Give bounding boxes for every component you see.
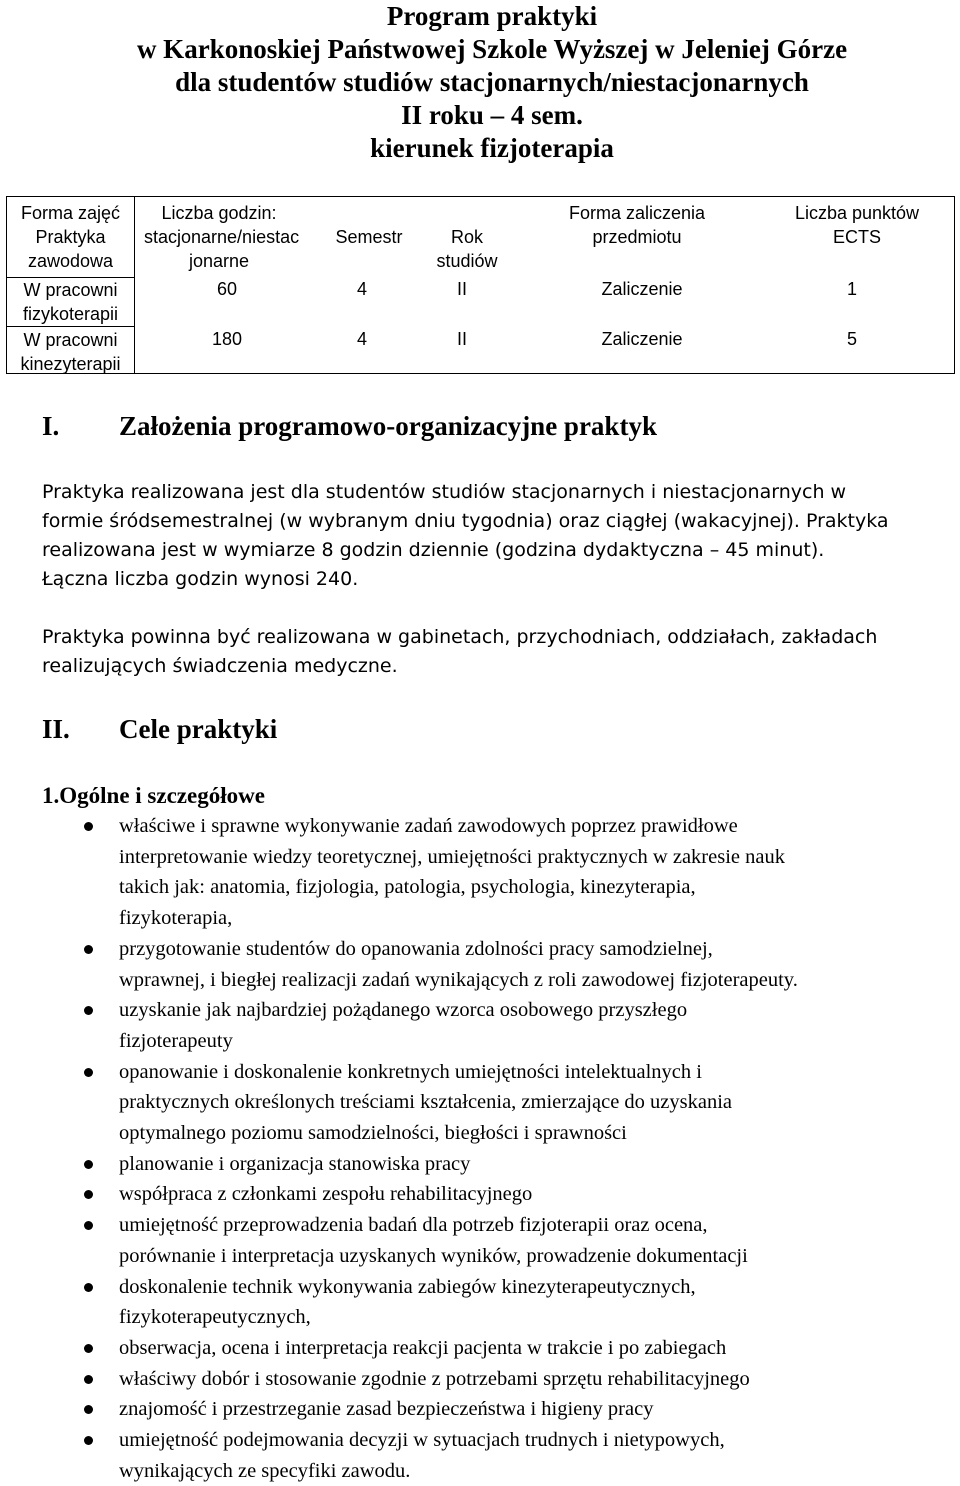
list-item-text: optymalnego poziomu samodzielności, biegłości i sprawności	[119, 1122, 627, 1145]
list-item	[0, 1210, 960, 1271]
row-rok: II	[456, 279, 467, 299]
list-item-text: przygotowanie studentów do opanowania zdolności pracy samodzielnej,	[119, 937, 713, 960]
list-item	[0, 811, 960, 934]
header-forma: Forma zajęć Praktyka zawodowa	[20, 203, 121, 271]
list-item	[0, 1272, 960, 1333]
row-zaliczenie: Zaliczenie	[601, 329, 683, 349]
goals-list	[0, 811, 960, 1486]
section2-number: II.	[42, 714, 70, 744]
row-godziny: 60	[216, 279, 238, 299]
list-item	[0, 1333, 960, 1364]
list-item-text: umiejętność podejmowania decyzji w sytuacjach trudnych i nietypowych,	[119, 1429, 725, 1452]
title-line: dla studentów studiów stacjonarnych/niestacjonarnych	[175, 67, 809, 97]
list-item	[0, 1425, 960, 1486]
header-semestr: Semestr	[335, 227, 403, 247]
row-semestr: 4	[356, 279, 367, 299]
title-line: kierunek fizjoterapia	[370, 133, 614, 163]
list-item	[0, 1364, 960, 1395]
list-item-text: takich jak: anatomia, fizjologia, patologia, psychologia, kinezyterapia,	[119, 876, 696, 899]
title-line: II roku – 4 sem.	[401, 100, 583, 130]
list-item	[0, 1057, 960, 1149]
bullet-icon	[84, 1436, 93, 1445]
list-item-text: uzyskanie jak najbardziej pożądanego wzorca osobowego przyszłego	[119, 999, 688, 1022]
header-godziny: Liczba godzin: stacjonarne/niestac jonarne	[144, 203, 300, 271]
row-ects: 1	[846, 279, 857, 299]
row-semestr: 4	[356, 329, 367, 349]
document-title	[0, 0, 960, 165]
bullet-icon	[84, 1160, 93, 1169]
list-item-text: fizykoterapeutycznych,	[119, 1306, 311, 1329]
bullet-icon	[84, 822, 93, 831]
bullet-icon	[84, 945, 93, 954]
list-item-text: obserwacja, ocena i interpretacja reakcji pacjenta w trakcie i po zabiegach	[119, 1336, 727, 1359]
section1-number: I.	[42, 411, 60, 441]
list-item-text: współpraca z członkami zespołu rehabilitacyjnego	[119, 1183, 533, 1206]
header-rok: Rok studiów	[436, 227, 498, 271]
list-item-text: fizjoterapeuty	[119, 1029, 233, 1052]
list-item-text: znajomość i przestrzeganie zasad bezpieczeństwa i higieny pracy	[119, 1398, 654, 1421]
list-item-text: doskonalenie technik wykonywania zabiegów kinezyterapeutycznych,	[119, 1275, 696, 1298]
row-zaliczenie: Zaliczenie	[601, 279, 683, 299]
list-item-text: umiejętność przeprowadzenia badań dla potrzeb fizjoterapii oraz ocena,	[119, 1214, 708, 1237]
header-zaliczenie: Forma zaliczenia przedmiotu	[568, 203, 706, 247]
table-divider	[134, 197, 135, 373]
list-item-text: planowanie i organizacja stanowiska pracy	[119, 1152, 471, 1175]
bullet-icon	[84, 1344, 93, 1353]
row-rok: II	[456, 329, 467, 349]
title-line: Program praktyki	[386, 1, 598, 31]
bullet-icon	[84, 1405, 93, 1414]
list-item-text: praktycznych określonych treściami kształcenia, zmierzające do uzyskania	[119, 1091, 733, 1114]
list-item	[0, 1149, 960, 1180]
list-item	[0, 1394, 960, 1425]
table-divider	[7, 326, 134, 327]
list-item-text: opanowanie i doskonalenie konkretnych umiejętności intelektualnych i	[119, 1060, 702, 1083]
bullet-icon	[84, 1283, 93, 1292]
list-item-text: właściwy dobór i stosowanie zgodnie z potrzebami sprzętu rehabilitacyjnego	[119, 1367, 750, 1390]
bullet-icon	[84, 1068, 93, 1077]
section1-paragraph1: Praktyka realizowana jest dla studentów studiów stacjonarnych i niestacjonarnych w formie śródsemestralnej (w wybranym dniu tygodnia) oraz ciągłej (wakacyjnej). Praktyka realizowana jest w wymiarze 8 godzin dziennie (godzina dydaktyczna – 45 minut). Łączna liczba godzin wynosi 240.	[42, 481, 889, 590]
bullet-icon	[84, 1221, 93, 1230]
list-item-text: właściwe i sprawne wykonywanie zadań zawodowych poprzez prawidłowe	[119, 815, 738, 837]
list-item-text: fizykoterapia,	[119, 907, 233, 930]
list-item	[0, 934, 960, 995]
section2-title: Cele praktyki	[119, 714, 278, 744]
list-item-text: wynikających ze specyfiki zawodu.	[119, 1459, 411, 1482]
row-ects: 5	[846, 329, 857, 349]
row-godziny: 180	[211, 329, 243, 349]
section2-subheading: 1.Ogólne i szczegółowe	[42, 783, 265, 808]
practice-table	[6, 196, 955, 374]
title-line: w Karkonoskiej Państwowej Szkole Wyższej w Jeleniej Górze	[136, 34, 848, 64]
bullet-icon	[84, 1190, 93, 1199]
list-item-text: interpretowanie wiedzy teoretycznej, umiejętności praktycznych w zakresie nauk	[119, 845, 785, 868]
row-forma: W pracowni kinezyterapii	[20, 330, 121, 374]
list-item-text: porównanie i interpretacja uzyskanych wyników, prowadzenie dokumentacji	[119, 1244, 748, 1267]
section1-paragraph2: Praktyka powinna być realizowana w gabinetach, przychodniach, oddziałach, zakładach realizujących świadczenia medyczne.	[42, 626, 878, 677]
row-forma: W pracowni fizykoterapii	[22, 280, 119, 324]
list-item	[0, 1179, 960, 1210]
bullet-icon	[84, 1006, 93, 1015]
section1-title: Założenia programowo-organizacyjne praktyk	[119, 411, 657, 441]
header-ects: Liczba punktów ECTS	[794, 203, 920, 247]
list-item	[0, 995, 960, 1056]
list-item-text: wprawnej, i biegłej realizacji zadań wynikających z roli zawodowej fizjoterapeuty.	[119, 968, 798, 991]
bullet-icon	[84, 1375, 93, 1384]
